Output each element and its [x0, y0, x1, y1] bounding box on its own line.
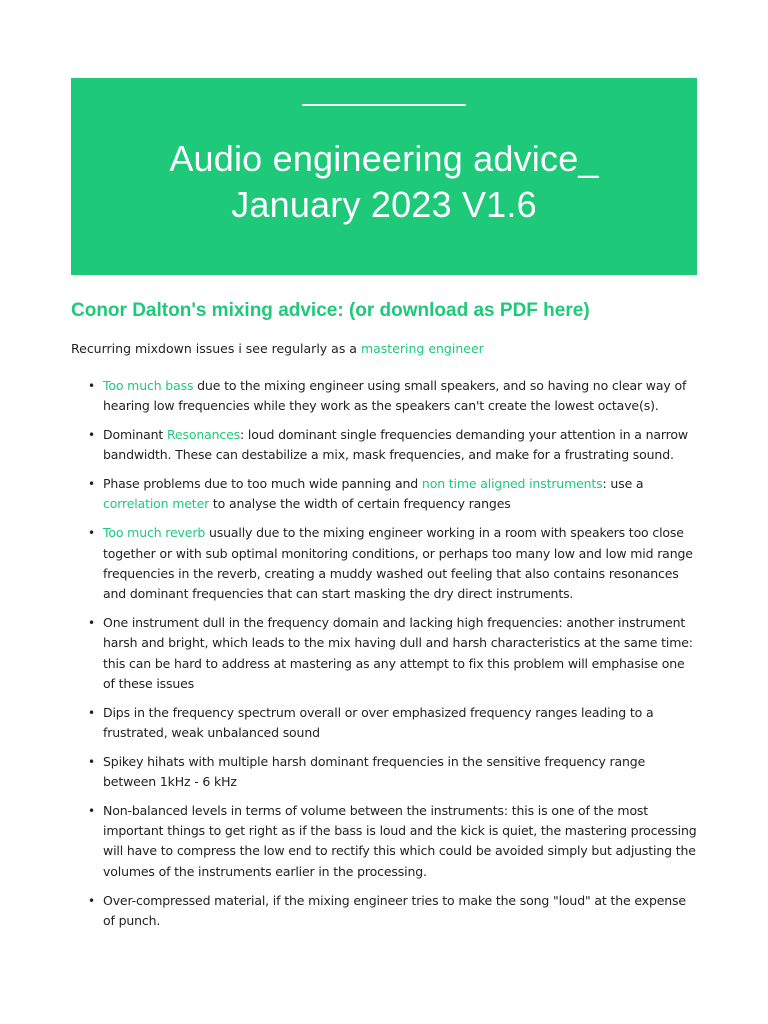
- bullet-icon: •: [88, 803, 95, 818]
- list-item-prefix: Phase problems due to too much wide panning and: [103, 476, 422, 492]
- list-item-text: due to the mixing engineer using small speakers, and so having no clear way of hearing low frequencies while they work as the speakers can't create the lowest octave(s).: [103, 378, 687, 414]
- title-banner: [71, 78, 697, 275]
- bullet-icon: •: [88, 379, 95, 393]
- bullet-icon: •: [88, 526, 95, 541]
- banner-rule: [302, 104, 466, 106]
- issues-list: [71, 376, 697, 940]
- list-item: [71, 703, 697, 744]
- list-item: [71, 752, 697, 793]
- list-item-text: Non-balanced levels in terms of volume between the instruments: this is one of the most important things to get right as if the bass is loud and the kick is quiet, the mastering processing will have to compress the low end to rectify this which could be avoided simply but adjusting the volumes of the instruments earlier in the processing.: [103, 802, 697, 879]
- mastering-engineer-link[interactable]: mastering engineer: [360, 341, 484, 356]
- document-title: [71, 136, 697, 228]
- list-item-text: One instrument dull in the frequency domain and lacking high frequencies: another instrument harsh and bright, which leads to the mix having dull and harsh characteristics at the same time: this can be hard to address at mastering as any attempt to fix this problem will emphasise one of these issues: [103, 614, 693, 691]
- section-title: Conor Dalton's mixing advice: (or download as PDF here): [71, 300, 590, 321]
- list-item: [71, 425, 697, 466]
- list-item-text: to analyse the width of certain frequency ranges: [209, 496, 511, 512]
- bullet-icon: •: [88, 615, 95, 630]
- intro-text: Recurring mixdown issues i see regularly as a: [71, 341, 361, 356]
- bullet-icon: •: [88, 893, 95, 908]
- list-item-text: : loud dominant single frequencies demanding your attention in a narrow bandwidth. These can destabilize a mix, mask frequencies, and make for a frustrating sound.: [103, 427, 688, 463]
- list-item-text: usually due to the mixing engineer working in a room with speakers too close together or with sub optimal monitoring conditions, or perhaps too many low and low mid range frequencies in the reverb, creating a muddy washed out feeling that also contains resonances and dominant frequencies that can start masking the dry direct instruments.: [103, 525, 693, 602]
- list-item-mid: : use a: [602, 476, 644, 492]
- list-item-text: Dips in the frequency spectrum overall or over emphasized frequency ranges leading to a frustrated, weak unbalanced sound: [103, 704, 654, 740]
- list-item-text: Over-compressed material, if the mixing engineer tries to make the song "loud" at the expense of punch.: [103, 892, 686, 928]
- bullet-icon: •: [88, 705, 95, 720]
- list-item-prefix: Dominant: [103, 427, 167, 443]
- list-item: [71, 474, 697, 515]
- list-item-text: Spikey hihats with multiple harsh dominant frequencies in the sensitive frequency range between 1kHz - 6 kHz: [103, 753, 646, 790]
- bullet-icon: •: [88, 754, 95, 769]
- resonances-link[interactable]: Resonances: [166, 427, 241, 443]
- list-item: [71, 613, 697, 694]
- correlation-meter-link[interactable]: correlation meter: [103, 496, 210, 512]
- too-much-reverb-link[interactable]: Too much reverb: [103, 525, 206, 541]
- document-title-line-1: Audio engineering advice_: [169, 138, 599, 179]
- list-item: [71, 891, 697, 932]
- non-time-aligned-instruments-link[interactable]: non time aligned instruments: [421, 476, 603, 492]
- too-much-bass-link[interactable]: Too much bass: [103, 378, 194, 393]
- document-title-line-2: January 2023 V1.6: [231, 184, 537, 225]
- list-item: [71, 523, 697, 604]
- intro-paragraph: [71, 341, 484, 357]
- bullet-icon: •: [88, 428, 95, 443]
- bullet-icon: •: [88, 477, 95, 492]
- list-item: [71, 801, 697, 882]
- list-item: [71, 376, 697, 417]
